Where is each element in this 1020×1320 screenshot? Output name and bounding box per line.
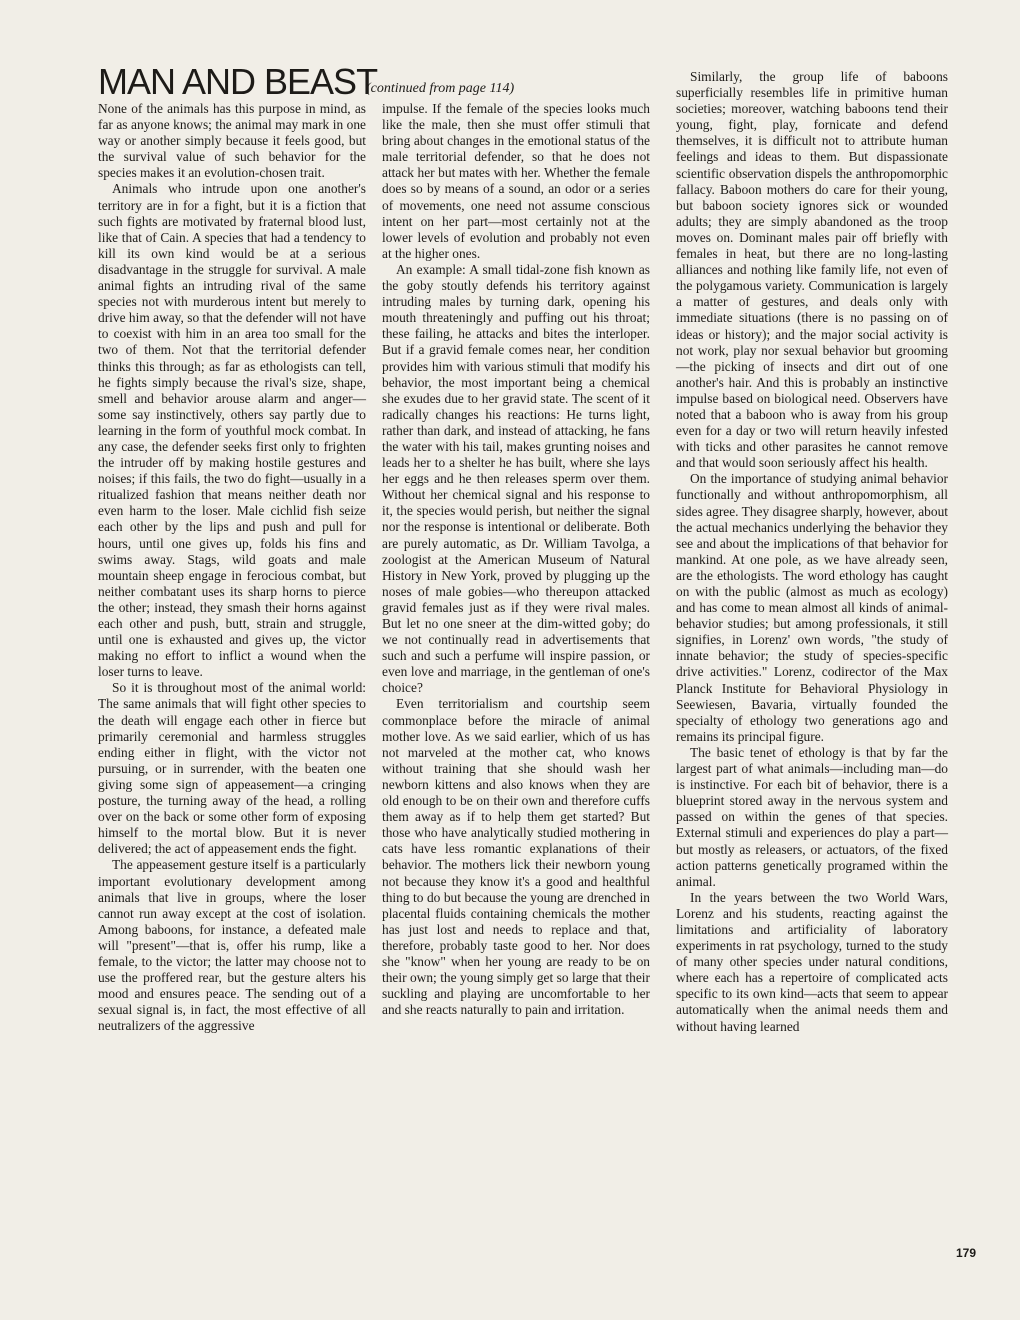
paragraph: Similarly, the group life of baboons superficially resembles life in primitive human societies; moreover, watching baboons tend their young, fight, play, fornicate and defend themselves, it is difficult not to attribute human feelings and ideas to them. But dispassionate scientific observation dispels the anthropomorphic fallacy. Baboon mothers do care for their young, but baboon society ignores sick or wounded adults; they are simply abandoned as the troop moves on. Dominant males pair off briefly with females in heat, but there are no long-lasting alliances and nothing like family life, not even of the polygamous variety. Communication is largely a matter of gestures, and deals only with immediate situations (there is no passing on of ideas or history); and the major social activity is not work, play nor sexual behavior but grooming—the picking of insects and dirt out of one another's hair. And this is probably an instinctive impulse based on biological need. Observers have noted that a baboon who is away from his group even for a day or two will return heavily infested with ticks and other parasites he cannot remove and that would soon seriously affect his health. — [676, 69, 948, 471]
paragraph: An example: A small tidal-zone fish known as the goby stoutly defends his territory against intruding males by turning dark, opening his mouth threateningly and puffing out his throat; these failing, he attacks and bites the interloper. But if a gravid female comes near, her condition provides him with various stimuli that modify his behavior, the most important being a chemical she exudes due to her gravid state. The scent of it radically changes his reactions: He turns light, rather than dark, and instead of attacking, he fans the water with his tail, makes grunting noises and leads her to a shelter he has built, where she lays her eggs and he then releases sperm over them. Without her chemical signal and his response to it, the species would perish, but neither the signal nor the response is intentional or deliberate. Both are purely automatic, as Dr. William Tavolga, a zoologist at the American Museum of Natural History in New York, proved by plugging up the noses of male gobies—who thereupon attacked gravid females just as if they were rival males. But let no one sneer at the dim-witted goby; do we not continually read in advertisements that such and such a perfume will inspire passion, or even love and marriage, in the gentleman of one's choice? — [382, 261, 650, 696]
paragraph: So it is throughout most of the animal world: The same animals that will fight other species to the death will engage each other in fierce but primarily ceremonial and harmless struggles ending either in flight, with the victor not pursuing, or in surrender, with the beaten one giving some sign of appeasement—a cringing posture, the turning away of the head, a rolling over on the back or some other form of exposing himself to the mortal blow. But it is never delivered; the act of appeasement ends the fight. — [98, 680, 366, 857]
text-column-2 — [382, 101, 650, 1018]
paragraph: impulse. If the female of the species looks much like the male, then she must offer stimuli that bring about changes in the emotional status of the male territorial defender, so that he does not attack her but mates with her. Whether the female does so by means of a sound, an odor or a series of movements, one need not assume conscious intent on her part—most certainly not at the lower levels of evolution and probably not even at the higher ones. — [382, 101, 650, 261]
paragraph: In the years between the two World Wars, Lorenz and his students, reacting against the limitations and artificiality of laboratory experiments in rat psychology, turned to the study of many other species under natural conditions, where each has a repertoire of complicated acts specific to its own kind—acts that seem to appear automatically when the animal needs them and without having learned — [676, 889, 948, 1034]
page-number: 179 — [956, 1246, 977, 1260]
paragraph: None of the animals has this purpose in mind, as far as anyone knows; the animal may mark in one way or another simply because it feels good, but the survival value of such behavior for the species makes it an evolution-chosen trait. — [98, 101, 366, 181]
paragraph: Animals who intrude upon one another's territory are in for a fight, but it is a fiction that such fights are motivated by fraternal blood lust, like that of Cain. A species that had a tendency to kill its own kind would be at a serious disadvantage in the struggle for survival. A male animal fights an intruding rival of the same species not with murderous intent but merely to drive him away, so that the defender will not have to coexist with him in an area too small for the two of them. Not that the territorial defender thinks this through; as far as ethologists can tell, he fights simply because the rival's size, shape, smell and behavior arouse alarm and anger—some say instinctively, others say partly due to learning in the form of youthful mock combat. In any case, the defender seeks first only to frighten the intruder off by making hostile gestures and noises; if this fails, the two do fight—usually in a ritualized fashion that means neither death nor even harm to the loser. Male cichlid fish seize each other by the lips and push and pull for hours, until one gives up, folds his fins and swims away. Stags, wild goats and male mountain sheep engage in ferocious combat, but neither combatant uses its sharp horns to pierce the other; instead, they smash their horns against each other and push, butt, strain and struggle, until one is exhausted and gives up, the victor making no effort to inflict a wound when the loser turns to leave. — [98, 181, 366, 680]
continued-note: (continued from page 114) — [366, 81, 515, 96]
text-column-1 — [98, 101, 366, 1034]
article-title: MAN AND BEAST — [98, 61, 378, 102]
paragraph: The basic tenet of ethology is that by far the largest part of what animals—including man—do is instinctive. For each bit of behavior, there is a blueprint stored away in the nervous system and passed on within the genes of that species. External stimuli and experiences do play a part—but mostly as releasers, or actuators, of the fixed action patterns genetically programed within the animal. — [676, 744, 948, 889]
paragraph: The appeasement gesture itself is a particularly important evolutionary development among animals that live in groups, where the loser cannot run away except at the cost of isolation. Among baboons, for instance, a defeated male will "present"—that is, offer his rump, like a female, to the victor; the latter may choose not to use the proffered rear, but the gesture alters his mood and ensures peace. The sending out of a sexual signal is, in fact, the most effective of all neutralizers of the aggressive — [98, 857, 366, 1034]
paragraph: On the importance of studying animal behavior functionally and without anthropomorphism, all sides agree. They disagree sharply, however, about the actual mechanics underlying the behavior they see and about the implications of that behavior for mankind. At one pole, as we have already seen, are the ethologists. The word ethology has caught on with the public (almost as much as ecology) and has come to mean almost all kinds of animal-behavior studies; but among professionals, it still signifies, in Lorenz' own words, "the study of innate behavior; the study of species-specific drive activities." Lorenz, codirector of the Max Planck Institute for Behavioral Physiology in Seewiesen, Bavaria, virtually founded the specialty of ethology two generations ago and remains its principal figure. — [676, 471, 948, 744]
paragraph: Even territorialism and courtship seem commonplace before the miracle of animal mother love. As we said earlier, which of us has not marveled at the mother cat, who knows without training that she should wash her newborn kittens and also knows when they are old enough to be on their own and therefore cuffs them away as if to help them get started? But those who have analytically studied mothering in cats have less romantic explanations of their behavior. The mothers lick their newborn young not because they know it's a good and healthful thing to do but because the young are drenched in placental fluids containing chemicals the mother has just lost and needs to replace and that, therefore, probably taste good to her. Nor does she "know" when her young are ready to be on their own; the young simply get so large that their suckling and playing are uncomfortable to her and she reacts naturally to pain and irritation. — [382, 696, 650, 1018]
text-column-3 — [676, 69, 948, 1035]
